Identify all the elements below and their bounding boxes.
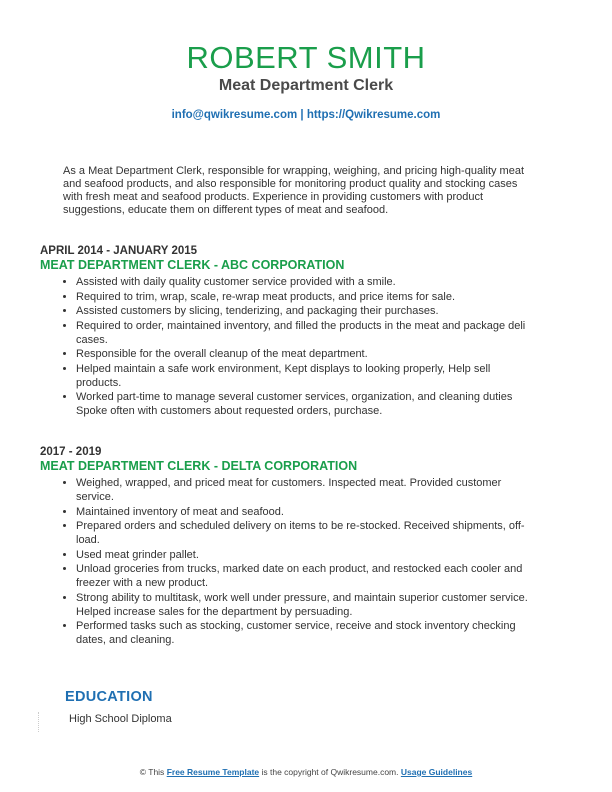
job-bullets bbox=[40, 275, 530, 418]
list-item: • Maintained inventory of meat and seafood. bbox=[76, 505, 530, 519]
list-item: • Required to trim, wrap, scale, re-wrap meat products, and price items for sale. bbox=[76, 290, 530, 304]
list-item: • Helped maintain a safe work environment, Kept displays to looking properly, Help sell products. bbox=[76, 362, 530, 390]
job-title: Meat Department Clerk bbox=[218, 77, 394, 94]
resume-header bbox=[0, 40, 612, 121]
section-heading: EDUCATION bbox=[65, 689, 153, 705]
job-bullets bbox=[40, 476, 530, 647]
footer-copyright: is the copyright of Qwikresume.com. bbox=[261, 767, 399, 777]
candidate-name: ROBERT SMITH bbox=[186, 40, 426, 75]
job-entry-1 bbox=[40, 245, 530, 419]
usage-guidelines-link[interactable]: Usage Guidelines bbox=[400, 767, 473, 777]
list-item: • Used meat grinder pallet. bbox=[76, 548, 530, 562]
list-item: • Prepared orders and scheduled delivery on items to be re-stocked. Received shipments, off-load. bbox=[76, 519, 530, 547]
job-role: MEAT DEPARTMENT CLERK - DELTA CORPORATION bbox=[40, 459, 358, 473]
list-item: • Strong ability to multitask, work well under pressure, and maintain superior customer service. Helped increase sales for the department by persuading. bbox=[76, 591, 530, 619]
list-item: • Assisted with daily quality customer service provided with a smile. bbox=[76, 275, 530, 289]
list-item: • Responsible for the overall cleanup of the meat department. bbox=[76, 347, 530, 361]
job-dates: APRIL 2014 - JANUARY 2015 bbox=[40, 245, 198, 257]
footer bbox=[0, 767, 612, 777]
contact-separator: | bbox=[300, 109, 304, 121]
job-role: MEAT DEPARTMENT CLERK - ABC CORPORATION bbox=[40, 258, 345, 272]
list-item: • Assisted customers by slicing, tenderizing, and packaging their purchases. bbox=[76, 304, 530, 318]
summary-paragraph: As a Meat Department Clerk, responsible for wrapping, weighing, and pricing high-quality meat and seafood products, and also responsible for monitoring product quality and stocking cases with fresh meat and seafood products. Experience in providing customers with product suggestions, educate them on different types of meat and seafood. bbox=[63, 165, 525, 216]
website-link[interactable]: https://Qwikresume.com bbox=[306, 109, 441, 121]
list-item: • Worked part-time to manage several customer services, organization, and cleaning duties Spoke often with customers about requested orders, purchase. bbox=[76, 390, 530, 418]
education-entry bbox=[38, 712, 578, 732]
education-section bbox=[38, 689, 578, 732]
list-item: • Performed tasks such as stocking, customer service, receive and stock inventory checking dates, and cleaning. bbox=[76, 619, 530, 647]
free-resume-template-link[interactable]: Free Resume Template bbox=[166, 767, 260, 777]
list-item: • Weighed, wrapped, and priced meat for customers. Inspected meat. Provided customer service. bbox=[76, 476, 530, 504]
job-dates: 2017 - 2019 bbox=[40, 446, 102, 458]
job-entry-2 bbox=[40, 446, 530, 648]
email-link[interactable]: info@qwikresume.com bbox=[171, 109, 298, 121]
footer-prefix: © This bbox=[139, 767, 165, 777]
contact-line bbox=[0, 109, 612, 121]
list-item: • Unload groceries from trucks, marked date on each product, and restocked each cooler and freezer with a new product. bbox=[76, 562, 530, 590]
list-item: • Required to order, maintained inventory, and filled the products in the meat and package deli cases. bbox=[76, 319, 530, 347]
degree: High School Diploma bbox=[69, 713, 172, 725]
